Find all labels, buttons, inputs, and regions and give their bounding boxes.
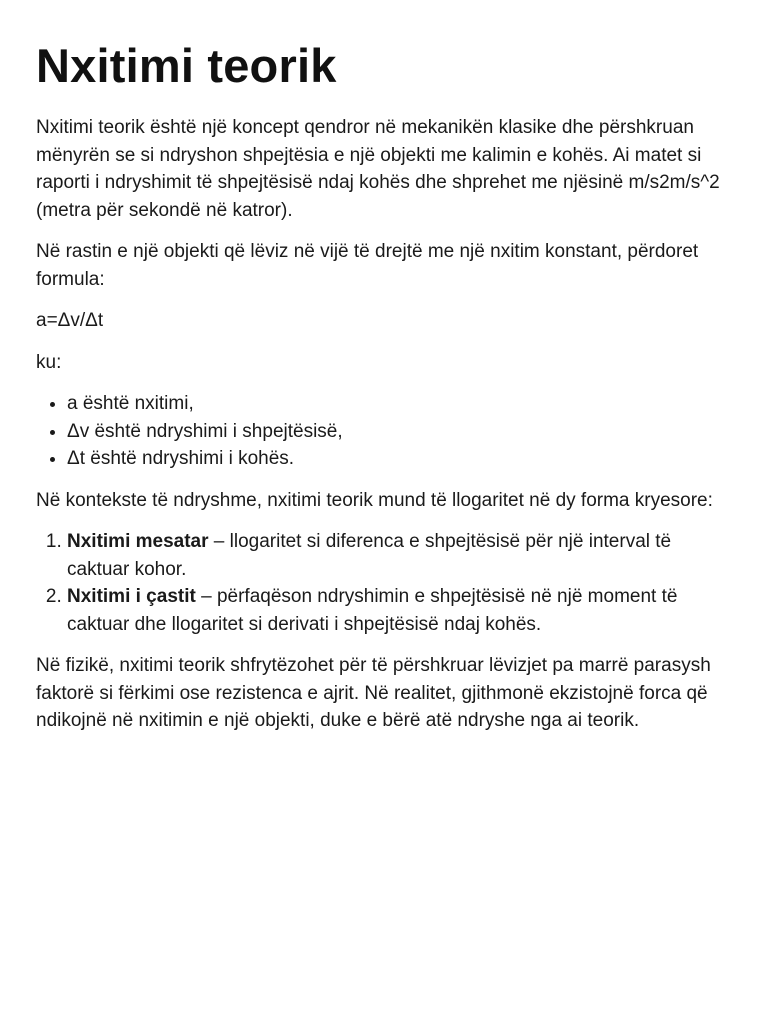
intro-paragraph: Nxitimi teorik është një koncept qendror në mekanikën klasike dhe përshkruan mënyrën se si ndryshon shpejtësia e një objekti me kalimin e kohës. Ai matet si raporti i ndryshimit të shpejtësisë ndaj kohës dhe shprehet me njësinë m/s2m/s^2 (metra për sekondë në katror). [36, 117, 720, 221]
formula-intro-paragraph: Në rastin e një objekti që lëviz në vijë të drejtë me një nxitim konstant, përdoret formula: [36, 241, 699, 290]
definitions-list [36, 390, 732, 473]
page-title: Nxitimi teorik [36, 39, 337, 92]
term-description: – përfaqëson ndryshimin e shpejtësisë në një moment të caktuar dhe llogaritet si derivati i shpejtësisë ndaj kohës. [67, 586, 678, 635]
list-item: • Δv është ndryshimi i shpejtësisë, [67, 418, 732, 446]
forms-list [36, 528, 732, 638]
term-bold: Nxitimi i çastit [67, 586, 196, 607]
where-label: ku: [36, 351, 62, 373]
list-item: • Δt është ndryshimi i kohës. [67, 445, 732, 473]
formula: a=Δv/Δt [36, 310, 104, 331]
list-item [67, 583, 732, 638]
closing-paragraph: Në fizikë, nxitimi teorik shfrytëzohet për të përshkruar lëvizjet pa marrë parasysh faktorë si fërkimi ose rezistenca e ajrit. Në realitet, gjithmonë ekzistojnë forca që ndikojnë në nxitimin e një objekti, duke e bërë atë ndryshe nga ai teorik. [36, 655, 711, 731]
list-item [67, 528, 732, 583]
term-description: – llogaritet si diferenca e shpejtësisë për një interval të caktuar kohor. [67, 531, 672, 580]
term-bold: Nxitimi mesatar [67, 531, 209, 552]
forms-intro-paragraph: Në kontekste të ndryshme, nxitimi teorik mund të llogaritet në dy forma kryesore: [36, 489, 713, 511]
list-item: • a është nxitimi, [67, 390, 732, 418]
